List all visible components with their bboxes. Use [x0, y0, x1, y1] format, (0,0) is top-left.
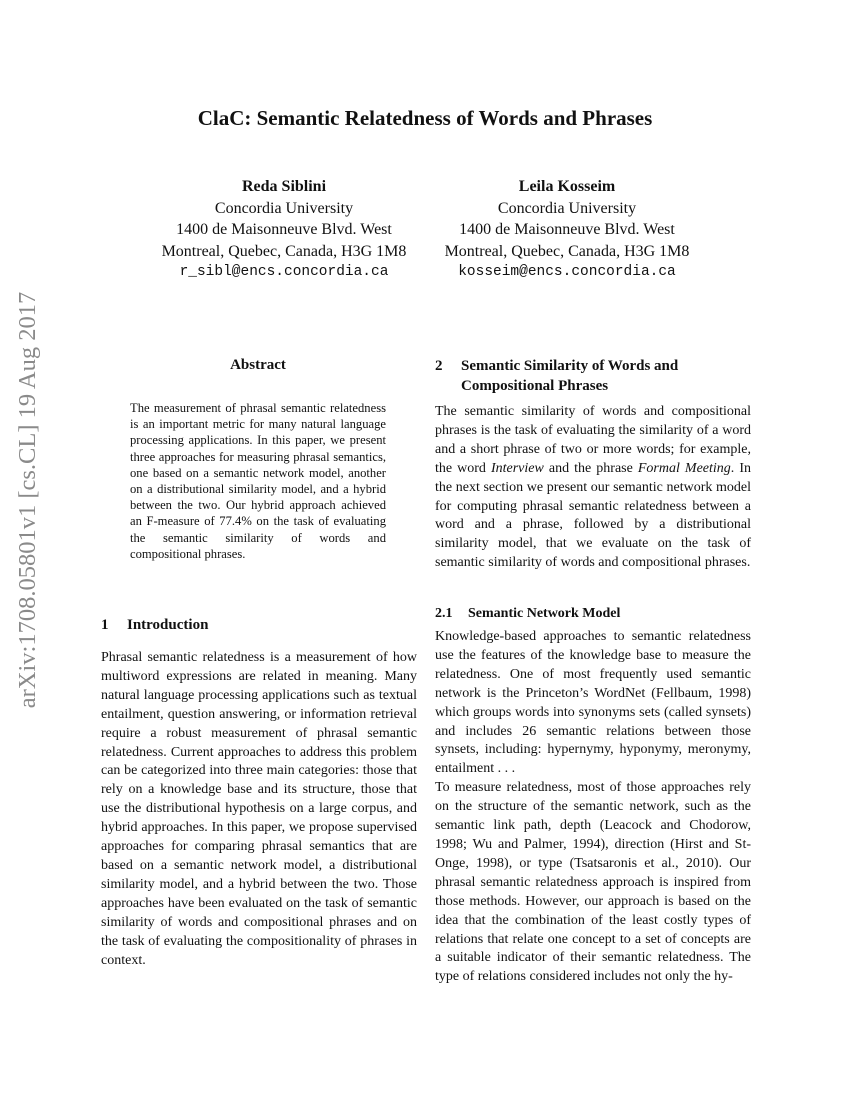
example-phrase: Formal Meeting	[637, 460, 731, 476]
author-email: r_sibl@encs.concordia.ca	[179, 264, 389, 280]
author-address: 1400 de Maisonneuve Blvd. West	[176, 221, 392, 238]
subsection-heading	[435, 604, 620, 624]
author-block	[134, 176, 434, 284]
text-run: . In the next section we present our semantic network model for computing phrasal semantic relatedness between a word and a phrase, followed by a distributional similarity model, that we evaluate on the task of semantic similarity of words and compositional phrases.	[435, 460, 751, 571]
author-block	[417, 176, 717, 284]
author-address: Montreal, Quebec, Canada, H3G 1M8	[444, 242, 690, 260]
author-address: 1400 de Maisonneuve Blvd. West	[459, 221, 675, 238]
author-email: kosseim@encs.concordia.ca	[458, 264, 676, 280]
section-heading	[435, 356, 678, 396]
paragraph: Knowledge-based approaches to semantic relatedness use the features of the knowledge base to measure the relatedness. One of most frequently used semantic network is the Princeton’s WordNet (Fellbaum, 1998) which groups words into synonyms sets (called synsets) and includes 26 semantic relations between those synsets, including: hypernymy, hyponymy, meronymy, entailment . . .	[435, 629, 751, 777]
section-title: Introduction	[127, 617, 209, 633]
author-name: Reda Siblini	[241, 178, 327, 195]
arxiv-id: arXiv:1708.05801v1 [cs.CL] 19 Aug 2017	[14, 291, 41, 709]
subsection-title: Semantic Network Model	[468, 606, 621, 621]
section-title-cont: Compositional Phrases	[461, 378, 609, 394]
section-number: 2	[435, 358, 443, 374]
arxiv-watermark	[8, 290, 48, 710]
abstract-text: The measurement of phrasal semantic relatedness is an important metric for many natural language processing applications. In this paper, we present three approaches for measuring phrasal semantics, one based on a semantic network model, another on a distributional similarity model, and a hybrid between the two. Our hybrid approach achieved an F-measure of 77.4% on the task of evaluating the semantic similarity of words and compositional phrases.	[130, 401, 386, 561]
section-title: Semantic Similarity of Words and	[461, 358, 679, 374]
subsection21-body	[435, 628, 751, 987]
text-run: The semantic similarity of words and compositional phrases is the task of evaluating the similarity of a word and a short phrase of two or more words; for example, the word	[435, 404, 751, 476]
section-heading	[101, 615, 208, 635]
paragraph: To measure relatedness, most of those approaches rely on the structure of the semantic network, such as the semantic link path, depth (Leacock and Chodorow, 1998; Wu and Palmer, 1994), direction (Hirst and St-Onge, 1998), or type (Tsatsaronis et al., 2010). Our phrasal semantic relatedness approach is inspired from those methods. However, our approach is based on the idea that the combination of the least costly types of relations that relate one concept to a set of concepts are a suitable indicator of their semantic relatedness. The type of relations considered includes not only the hy-	[435, 780, 751, 985]
paragraph	[435, 403, 751, 573]
author-address: Montreal, Quebec, Canada, H3G 1M8	[161, 242, 407, 260]
author-name: Leila Kosseim	[518, 178, 616, 195]
paragraph: Phrasal semantic relatedness is a measurement of how multiword expressions are related in meaning. Many natural language processing applications such as textual entailment, question answering, or information retrieval require a robust measurement of phrasal semantic relatedness. Current approaches to address this problem can be categorized into three main categories: those that rely on a knowledge base and its structure, those that use the distributional hypothesis on a large corpus, and hybrid approaches. In this paper, we propose supervised approaches for comparing phrasal semantics that are based on a semantic network model, a distributional similarity model, and a hybrid between the two. Those approaches have been evaluated on the task of semantic similarity of words and compositional phrases and on the task of evaluating the compositionality of phrases in context.	[101, 650, 417, 968]
subsection-number: 2.1	[435, 606, 453, 621]
introduction-body	[101, 649, 417, 970]
text-run: and the phrase	[543, 460, 638, 476]
abstract-heading: Abstract	[230, 357, 286, 373]
section2-body	[435, 403, 751, 573]
example-word: Interview	[490, 460, 544, 476]
section-number: 1	[101, 617, 109, 633]
paper-title: ClaC: Semantic Relatedness of Words and Phrases	[197, 106, 653, 130]
author-affiliation: Concordia University	[214, 199, 354, 217]
author-affiliation: Concordia University	[497, 199, 637, 217]
